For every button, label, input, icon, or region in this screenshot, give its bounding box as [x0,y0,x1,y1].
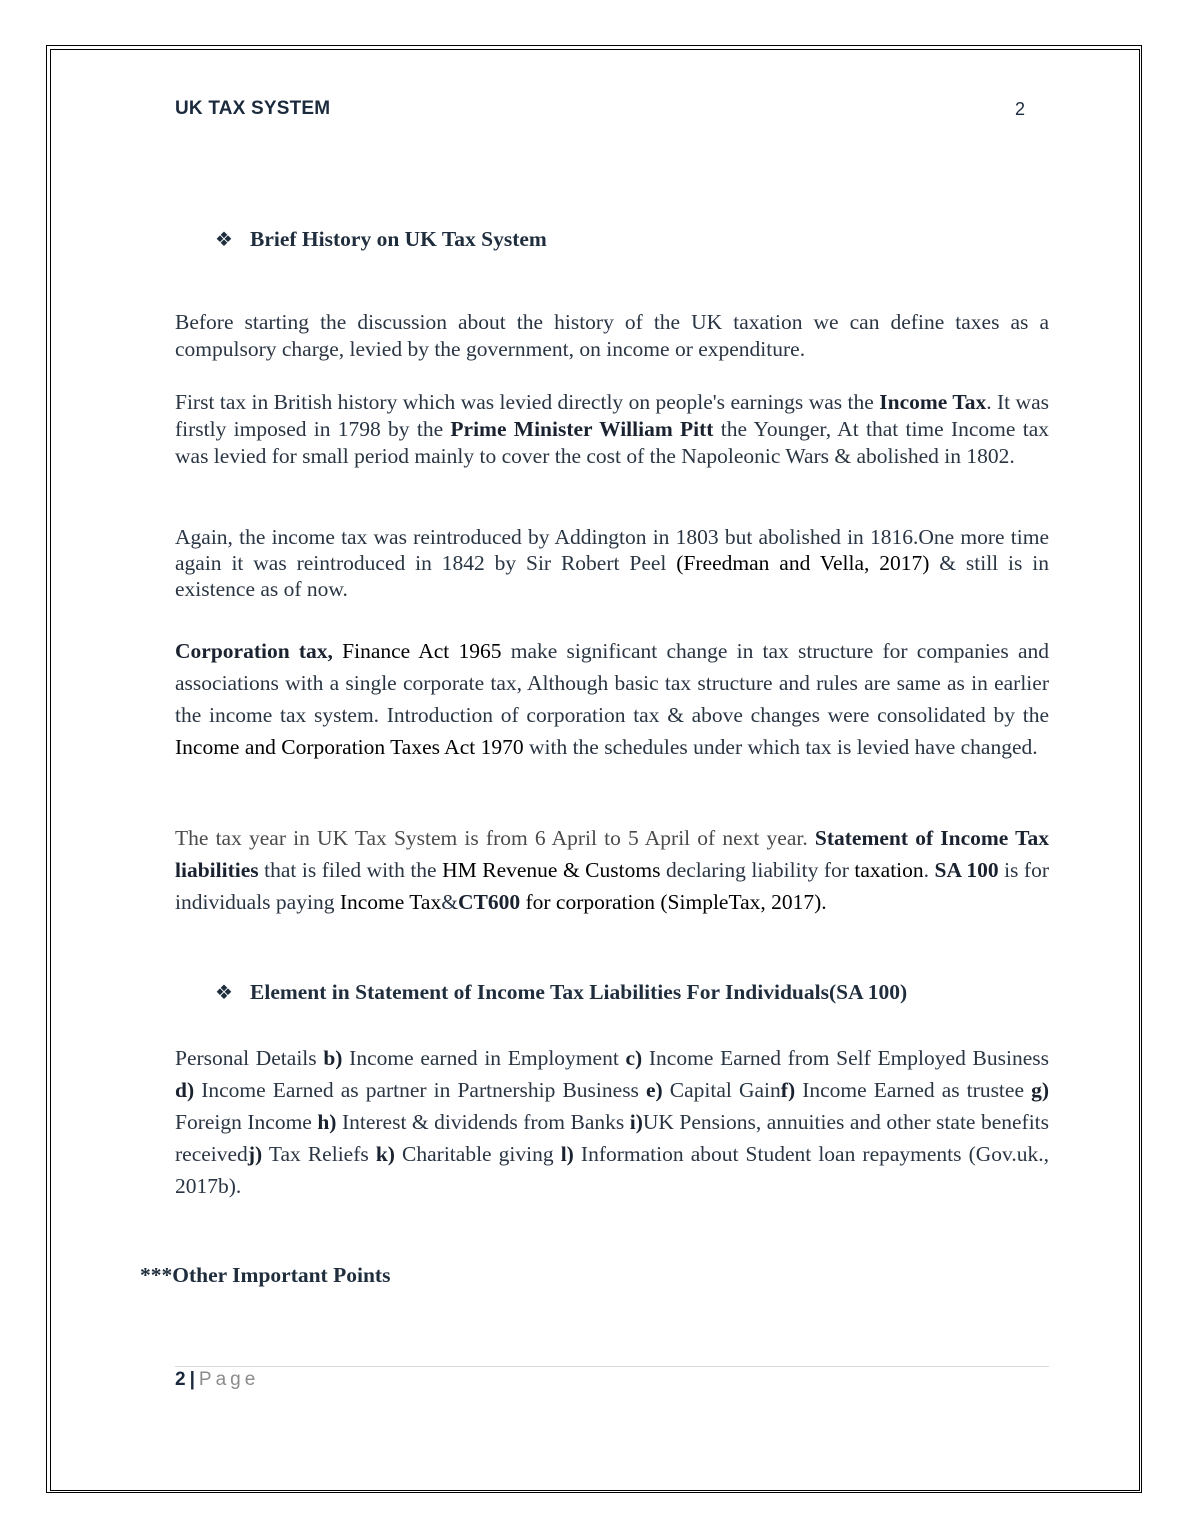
list-marker: l) [560,1142,574,1166]
list-marker: j) [247,1142,263,1166]
running-header-title: UK TAX SYSTEM [175,98,331,119]
william-pitt-term: Prime Minister William Pitt [450,417,714,441]
paragraph-corporation-tax: Corporation tax, Finance Act 1965 make significant change in tax structure for companies and associations with a single corporate tax, Although basic tax structure and rules are same as in earlier the income tax system. Introduction of corporation tax & above changes were consolidated by the Income and Corporation Taxes Act 1970 with the schedules under which tax is levied have changed. [175,639,1049,759]
list-marker: g) [1031,1078,1049,1102]
income-tax-term: Income Tax [879,390,987,414]
list-item-text: Income Earned as partner in Partnership Business [194,1078,647,1102]
corporation-tax-term: Corporation tax, [175,639,333,663]
other-important-points-heading: ***Other Important Points [140,1263,391,1287]
section-heading-history-text: Brief History on UK Tax System [250,227,547,251]
citation-freedman: (Freedman and Vella, 2017) [676,551,930,575]
list-marker: d) [175,1078,195,1102]
list-item-text: Personal Details [175,1046,324,1070]
statement-term: Statement of Income Tax liabilities [175,826,1049,882]
diamond-bullet-icon: ❖ [215,980,233,1004]
list-item-text: Interest & dividends from Banks [336,1110,630,1134]
ct600-term: CT600 [457,890,521,914]
list-marker: e) [646,1078,663,1102]
paragraph-definition: Before starting the discussion about the history of the UK taxation we can define taxes as a compulsory charge, levied by the government, on income or expenditure. [175,310,1049,361]
list-marker: k) [375,1142,395,1166]
section-heading-elements-text: Element in Statement of Income Tax Liabilities For Individuals(SA 100) [250,980,908,1004]
list-marker: b) [323,1046,343,1070]
list-marker: h) [317,1110,337,1134]
footer-page-number: 2 [175,1369,186,1390]
list-item-text: UK Pensions, annuities and other state benefits received [175,1110,1050,1166]
list-item-text: Income Earned from Self Employed Business [642,1046,1049,1070]
paragraph-reintroduction: Again, the income tax was reintroduced by Addington in 1803 but abolished in 1816.One more time again it was reintroduced in 1842 by Sir Robert Peel (Freedman and Vella, 2017) & still is in existence as of now. [175,525,1049,601]
diamond-bullet-icon: ❖ [215,227,233,251]
list-marker: c) [625,1046,643,1070]
paragraph-tax-year: The tax year in UK Tax System is from 6 April to 5 April of next year. Statement of Income Tax liabilities that is filed with the HM Revenue & Customs declaring liability for taxation. SA 100 is for individuals paying Income Tax&CT600 for corporation (SimpleTax, 2017). [175,826,1049,914]
list-item-text: Foreign Income [175,1110,318,1134]
footer-divider [175,1366,1049,1367]
list-marker: i) [629,1110,643,1134]
list-marker: f) [780,1078,796,1102]
page-footer [175,1369,259,1391]
footer-page-word: Page [198,1369,260,1390]
list-item-text: Income earned in Employment [342,1046,626,1070]
section-heading-elements [215,980,907,1005]
sa100-term: SA 100 [934,858,999,882]
list-item-text: Capital Gain [662,1078,781,1102]
list-item-text: Charitable giving [394,1142,561,1166]
list-item-text: Information about Student loan repayments (Gov.uk., 2017b). [175,1142,1050,1198]
paragraph-first-tax: First tax in British history which was levied directly on people's earnings was the Income Tax. It was firstly imposed in 1798 by the Prime Minister William Pitt the Younger, At that time Income tax was levied for small period mainly to cover the cost of the Napoleonic Wars & abolished in 1802. [175,390,1049,468]
section-heading-history [215,227,547,252]
list-item-text: Tax Reliefs [262,1142,376,1166]
running-header-page-number: 2 [1015,99,1026,119]
footer-separator: | [189,1369,195,1390]
list-item-text: Income Earned as trustee [795,1078,1032,1102]
paragraph-sa100-elements [175,1042,1049,1202]
